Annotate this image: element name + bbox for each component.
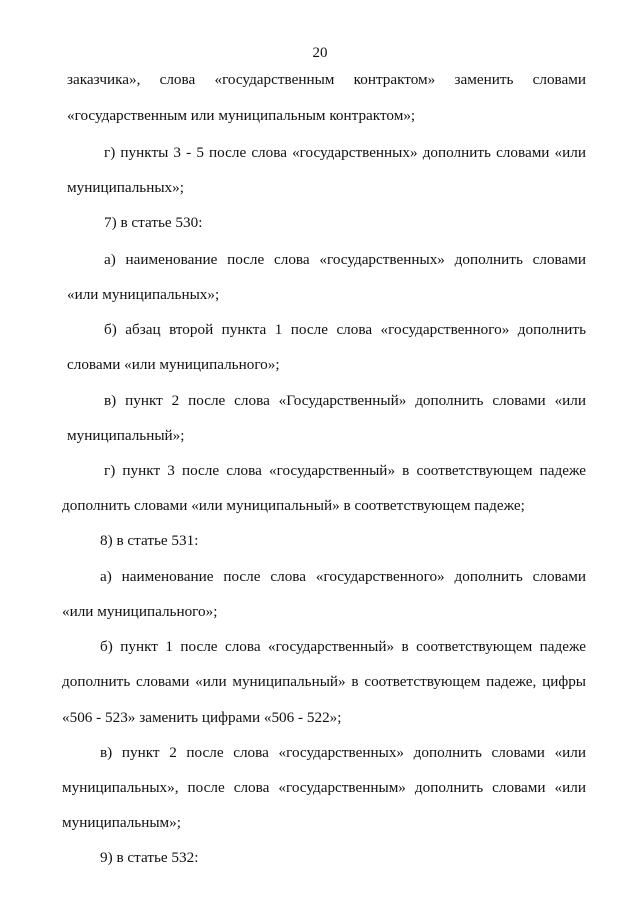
- text-line: 8) в статье 531:: [100, 532, 199, 549]
- text-line: муниципальных»;: [67, 179, 184, 196]
- text-line: в) пункт 2 после слова «государственных» дополнить словами «или: [100, 744, 586, 761]
- text-line: муниципальным»;: [62, 814, 181, 831]
- text-line: муниципальный»;: [67, 427, 185, 444]
- text-line: б) абзац второй пункта 1 после слова «государственного» дополнить: [104, 321, 586, 338]
- text-line: «или муниципального»;: [62, 603, 218, 620]
- text-line: б) пункт 1 после слова «государственный» в соответствующем падеже: [100, 638, 586, 655]
- text-line: «или муниципальных»;: [67, 286, 220, 303]
- text-line: г) пункты 3 - 5 после слова «государственных» дополнить словами «или: [104, 144, 586, 161]
- text-line: 7) в статье 530:: [104, 214, 203, 231]
- text-line: 9) в статье 532:: [100, 849, 199, 866]
- text-line: а) наименование после слова «государственного» дополнить словами: [100, 568, 586, 585]
- text-line: муниципальных», после слова «государственным» дополнить словами «или: [62, 779, 586, 796]
- text-line: в) пункт 2 после слова «Государственный» дополнить словами «или: [104, 392, 586, 409]
- text-line: а) наименование после слова «государственных» дополнить словами: [104, 251, 586, 268]
- text-line: «506 - 523» заменить цифрами «506 - 522»;: [62, 709, 342, 726]
- text-line: заказчика», слова «государственным контрактом» заменить словами: [67, 71, 586, 88]
- text-line: словами «или муниципального»;: [67, 356, 280, 373]
- text-line: дополнить словами «или муниципальный» в соответствующем падеже;: [62, 497, 525, 514]
- text-line: «государственным или муниципальным контрактом»;: [67, 107, 416, 124]
- text-line: дополнить словами «или муниципальный» в соответствующем падеже, цифры: [62, 673, 586, 690]
- page-number: 20: [312, 45, 328, 61]
- text-line: г) пункт 3 после слова «государственный» в соответствующем падеже: [104, 462, 586, 479]
